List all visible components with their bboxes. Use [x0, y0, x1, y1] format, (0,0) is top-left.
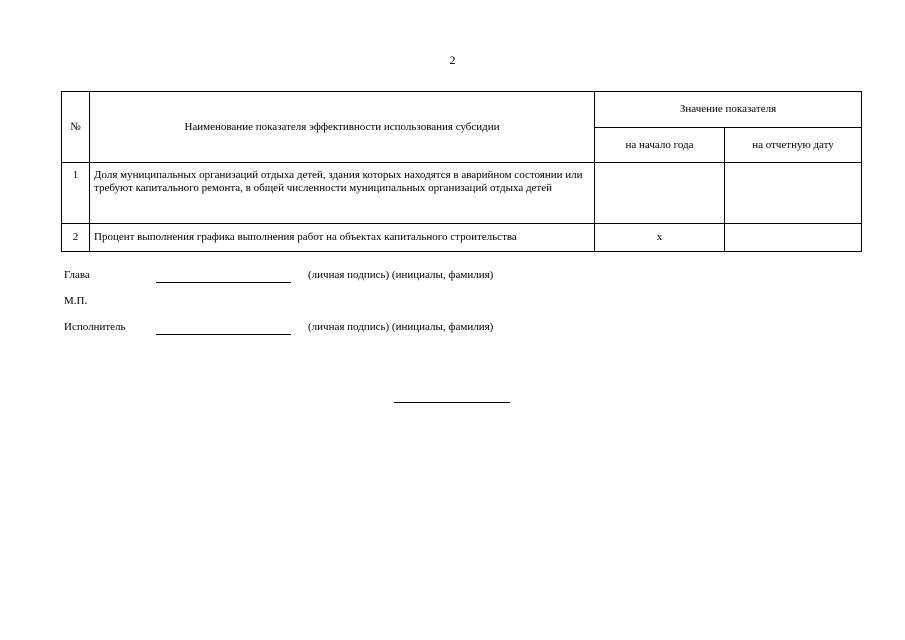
- row-start-of-year-value[interactable]: [595, 163, 725, 224]
- table-row: [62, 163, 862, 224]
- row-start-of-year-value[interactable]: x: [595, 224, 725, 252]
- header-start-of-year: на начало года: [595, 128, 725, 163]
- header-number: №: [62, 92, 90, 163]
- header-value-group: Значение показателя: [595, 92, 862, 128]
- executor-label: Исполнитель: [64, 321, 126, 333]
- head-signature-line[interactable]: [156, 282, 291, 283]
- table-header-row: [62, 92, 862, 128]
- header-indicator-name: Наименование показателя эффективности использования субсидии: [90, 92, 595, 163]
- closing-divider: [394, 402, 510, 403]
- indicators-table: [61, 91, 862, 252]
- row-reporting-date-value[interactable]: [725, 224, 862, 252]
- row-reporting-date-value[interactable]: [725, 163, 862, 224]
- row-indicator-name: Доля муниципальных организаций отдыха детей, здания которых находятся в аварийном состоянии или требуют капитального ремонта, в общей численности муниципальных организаций отдыха детей: [90, 163, 595, 224]
- executor-signature-hint: (личная подпись) (инициалы, фамилия): [308, 321, 494, 333]
- head-signature-hint: (личная подпись) (инициалы, фамилия): [308, 269, 494, 281]
- row-number: 2: [62, 224, 90, 252]
- executor-signature-line[interactable]: [156, 334, 291, 335]
- row-number: 1: [62, 163, 90, 224]
- table-row: [62, 224, 862, 252]
- stamp-label: М.П.: [64, 295, 88, 307]
- head-label: Глава: [64, 269, 90, 281]
- header-reporting-date: на отчетную дату: [725, 128, 862, 163]
- row-indicator-name: Процент выполнения графика выполнения работ на объектах капитального строительства: [90, 224, 595, 252]
- page-number: 2: [449, 53, 456, 67]
